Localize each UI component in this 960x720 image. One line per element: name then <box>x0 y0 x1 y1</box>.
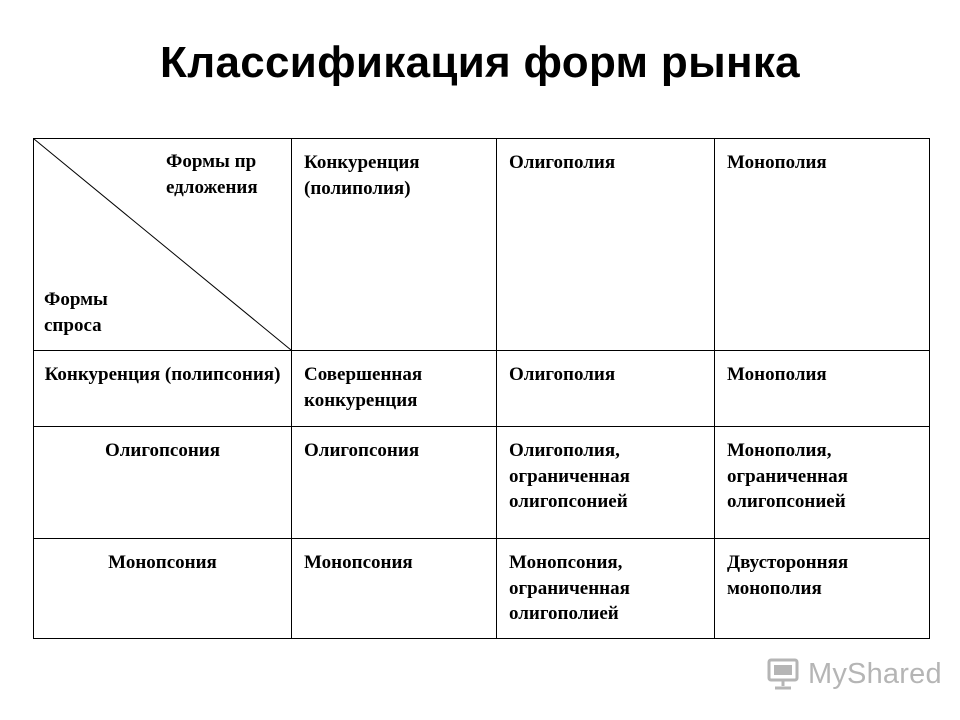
corner-supply-label: Формы предложения <box>166 151 258 198</box>
corner-demand-label: Формы спроса <box>44 289 108 336</box>
table-cell: Монополия <box>715 351 930 427</box>
column-header-competition: Конкуренция (полиполия) <box>292 139 497 351</box>
table-cell: Двусторонняя монополия <box>715 539 930 639</box>
table-cell: Олигополия <box>497 351 715 427</box>
row-header-oligopsony: Олигопсония <box>34 427 292 539</box>
table-row <box>34 351 930 427</box>
table-cell: Монопсония <box>292 539 497 639</box>
row-header-monopsony: Монопсония <box>34 539 292 639</box>
table-row <box>34 539 930 639</box>
column-header-monopoly: Монополия <box>715 139 930 351</box>
table-cell: Олигополия, ограниченная олигопсонией <box>497 427 715 539</box>
watermark <box>766 656 942 692</box>
table-cell: Совершенная конкуренция <box>292 351 497 427</box>
table-header-row <box>34 139 930 351</box>
column-header-oligopoly: Олигополия <box>497 139 715 351</box>
watermark-text: MyShared <box>808 657 942 690</box>
presentation-board-icon <box>766 657 800 691</box>
table-cell: Монопсония, ограниченная олигополией <box>497 539 715 639</box>
market-forms-table <box>33 138 930 639</box>
table-row <box>34 427 930 539</box>
slide-title: Классификация форм рынка <box>160 38 800 87</box>
table-cell: Монополия, ограниченная олигопсонией <box>715 427 930 539</box>
table-cell: Олигопсония <box>292 427 497 539</box>
row-header-polypsony: Конкуренция (полипсония) <box>34 351 292 427</box>
corner-cell <box>34 139 292 351</box>
